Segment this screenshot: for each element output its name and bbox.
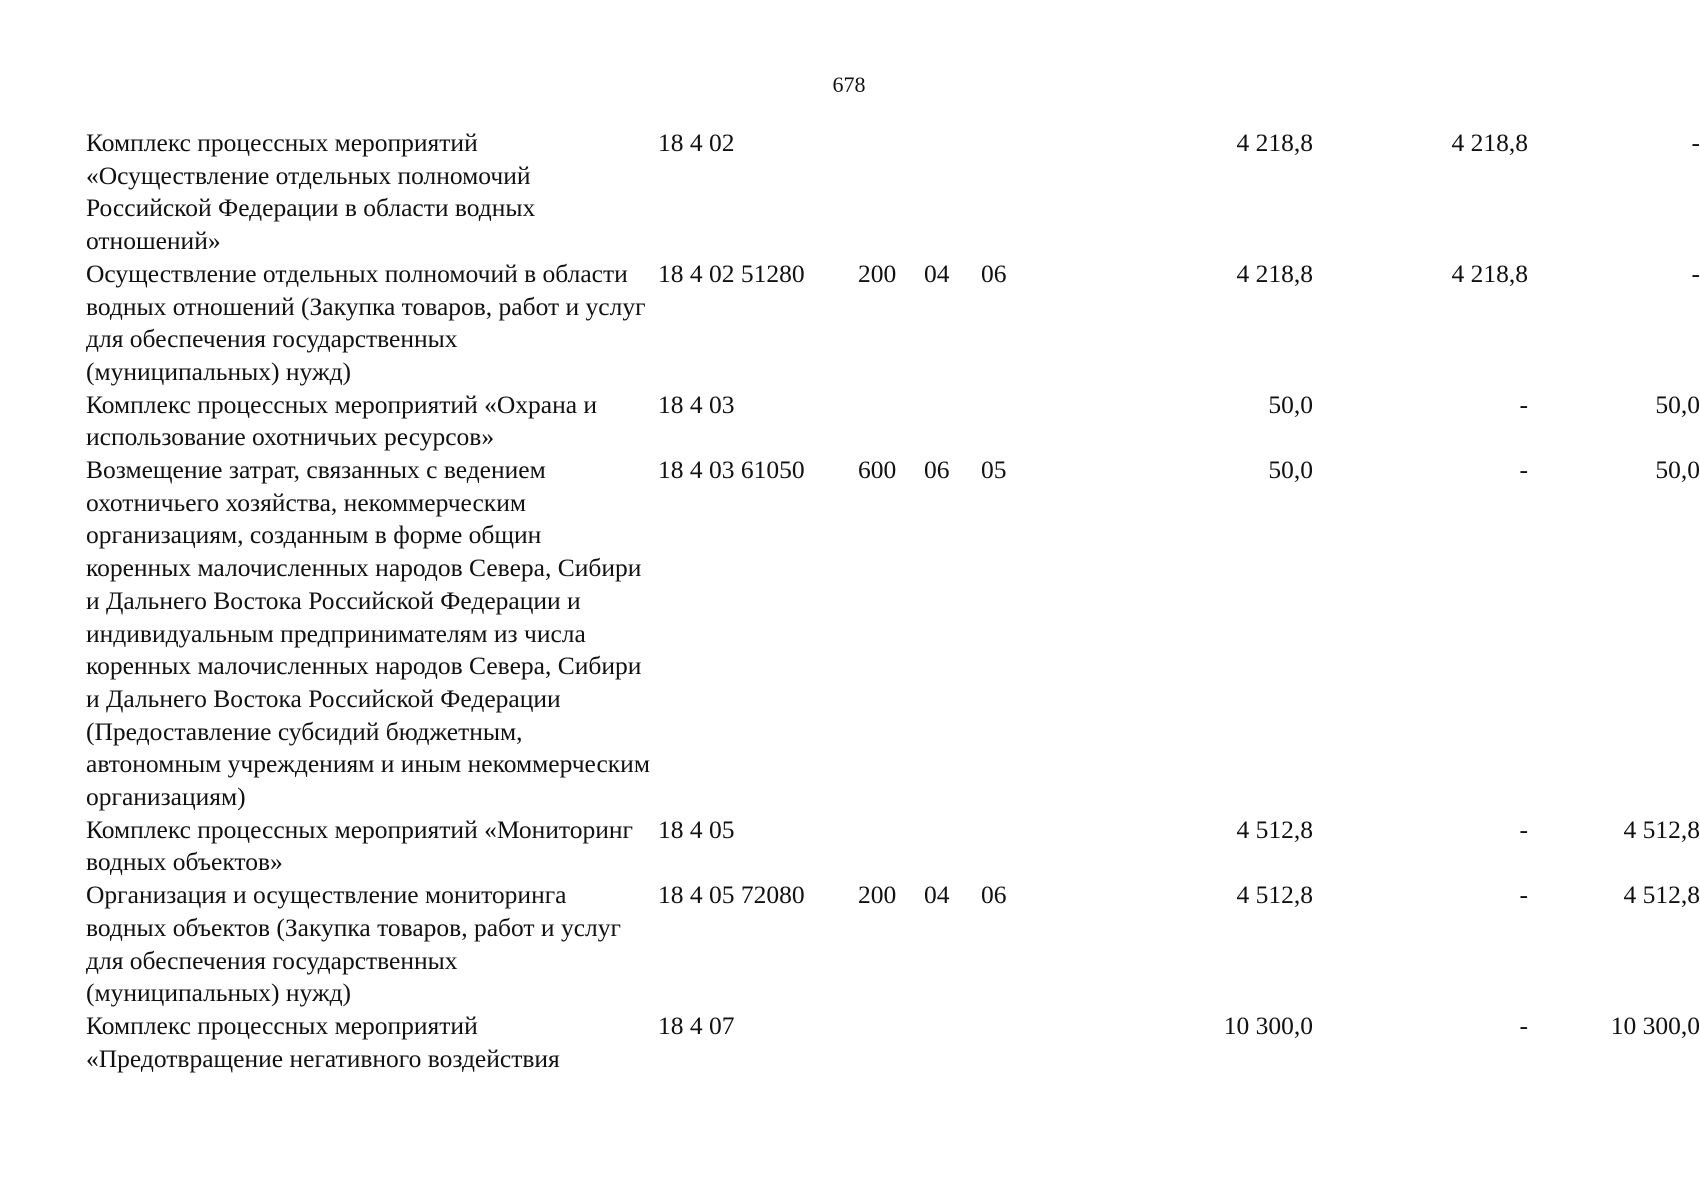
table-row: [86, 258, 1700, 389]
table-row: [86, 454, 1700, 814]
row-sum-total: 4 218,8: [1236, 258, 1313, 288]
row-sum-regional: 10 300,0: [1610, 1010, 1700, 1040]
row-section: 04: [924, 880, 950, 910]
row-subsection: [981, 1010, 1031, 1075]
row-section: 04: [924, 258, 950, 288]
table-row: [86, 1010, 1700, 1075]
row-name: Осуществление отдельных полномочий в области водных отношений (Закупка товаров, работ и услуг для обеспечения государственных (муниципальных) нужд): [86, 258, 646, 386]
row-name: Комплекс процессных мероприятий «Осуществление отдельных полномочий Российской Федерации в области водных отношений»: [86, 128, 536, 256]
table-row: [86, 879, 1700, 1010]
table-row: [86, 127, 1700, 258]
row-expense-type: [858, 1010, 924, 1075]
row-sum-federal: -: [1519, 814, 1528, 844]
row-sum-total: 4 218,8: [1236, 128, 1313, 157]
row-code: 18 4 02 51280: [658, 258, 805, 288]
row-sum-regional: 50,0: [1655, 389, 1700, 419]
row-name: Комплекс процессных мероприятий «Охрана и использование охотничьих ресурсов»: [86, 389, 598, 452]
row-name: Комплекс процессных мероприятий «Мониторинг водных объектов»: [86, 814, 633, 877]
row-expense-type: [858, 389, 924, 454]
row-code: 18 4 03: [658, 389, 735, 419]
row-subsection: 06: [981, 880, 1007, 910]
row-sum-regional: 50,0: [1655, 455, 1700, 485]
table-row: [86, 814, 1700, 879]
row-sum-total: 10 300,0: [1223, 1010, 1313, 1040]
row-sum-federal: -: [1519, 880, 1528, 910]
row-section: 06: [924, 455, 950, 485]
row-section: [924, 814, 981, 879]
row-section: [924, 127, 981, 258]
row-sum-total: 50,0: [1268, 389, 1313, 419]
row-expense-type: 600: [858, 455, 897, 485]
row-code: 18 4 05: [658, 814, 735, 844]
row-name: Возмещение затрат, связанных с ведением охотничьего хозяйства, некоммерческим организациям, созданным в форме общин коренных малочисленных народов Севера, Сибири и Дальнего Востока Российской Федерации и индивидуальным предпринимателям из числа коренных малочисленных народов Севера, Сибири и Дальнего Востока Российской Федерации (Предоставление субсидий бюджетным, автономным учреждениям и иным некоммерческим организациям): [86, 455, 650, 812]
budget-table: [86, 127, 1700, 1075]
row-sum-federal: 4 218,8: [1451, 258, 1528, 288]
row-section: [924, 1010, 981, 1075]
row-sum-regional: 4 512,8: [1623, 880, 1700, 910]
row-sum-regional: 4 512,8: [1623, 814, 1700, 844]
row-sum-regional: -: [1691, 258, 1700, 288]
row-expense-type: 200: [858, 880, 897, 910]
row-sum-total: 4 512,8: [1236, 880, 1313, 910]
row-name: Комплекс процессных мероприятий «Предотвращение негативного воздействия: [86, 1010, 560, 1073]
row-sum-federal: -: [1519, 1010, 1528, 1040]
row-sum-federal: -: [1519, 455, 1528, 485]
row-subsection: 05: [981, 455, 1007, 485]
row-subsection: 06: [981, 258, 1007, 288]
row-expense-type: [858, 127, 924, 258]
table-row: [86, 389, 1700, 454]
row-sum-total: 50,0: [1268, 455, 1313, 485]
row-sum-total: 4 512,8: [1236, 814, 1313, 844]
row-expense-type: [858, 814, 924, 879]
row-code: 18 4 03 61050: [658, 455, 805, 485]
row-name: Организация и осуществление мониторинга водных объектов (Закупка товаров, работ и услуг для обеспечения государственных (муниципальных) нужд): [86, 880, 621, 1008]
row-section: [924, 389, 981, 454]
row-sum-federal: 4 218,8: [1451, 128, 1528, 157]
row-code: 18 4 07: [658, 1010, 735, 1040]
row-expense-type: 200: [858, 258, 897, 288]
row-code: 18 4 05 72080: [658, 880, 805, 910]
row-subsection: [981, 127, 1031, 258]
row-sum-federal: -: [1519, 389, 1528, 419]
row-sum-regional: -: [1691, 128, 1700, 157]
row-subsection: [981, 389, 1031, 454]
row-code: 18 4 02: [658, 128, 735, 157]
row-subsection: [981, 814, 1031, 879]
page-number: 678: [832, 72, 866, 97]
